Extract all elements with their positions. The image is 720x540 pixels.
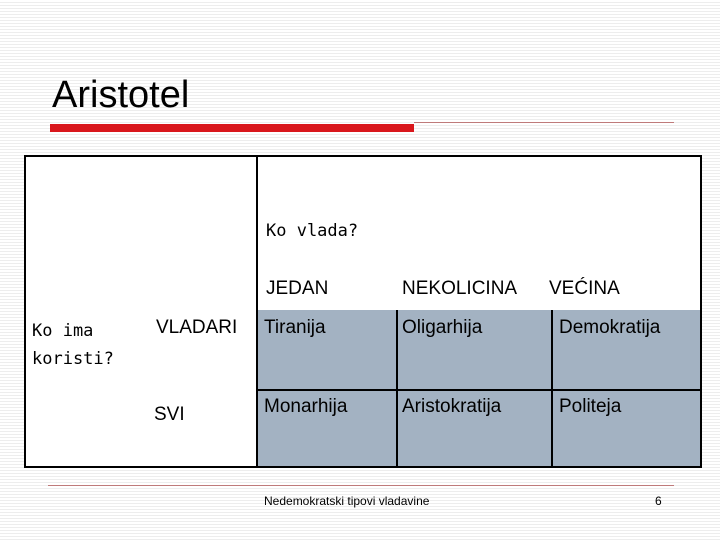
grid-line	[396, 310, 398, 466]
cell-aristokratija: Aristokratija	[402, 396, 502, 417]
column-header-one: JEDAN	[266, 278, 329, 299]
cell-demokratija: Demokratija	[559, 317, 661, 338]
column-header-few: NEKOLICINA	[402, 278, 518, 299]
title-divider	[414, 122, 674, 123]
title-accent-bar	[50, 124, 414, 132]
who-benefits-label: Ko ima koristi?	[32, 321, 114, 369]
grid-line	[551, 310, 553, 466]
row-label-rulers: VLADARI	[156, 317, 238, 338]
cell-monarhija: Monarhija	[264, 396, 348, 417]
column-header-majority: VEĆINA	[549, 278, 620, 299]
cell-tiranija: Tiranija	[264, 317, 326, 338]
government-types-table	[24, 155, 702, 468]
page-number: 6	[655, 494, 662, 508]
footer-divider	[48, 485, 674, 486]
grid-line	[258, 389, 700, 391]
grid-line	[256, 157, 258, 466]
cell-politeja: Politeja	[559, 396, 622, 417]
who-rules-label: Ko vlada?	[266, 221, 359, 241]
footer-caption: Nedemokratski tipovi vladavine	[264, 494, 430, 508]
slide-title: Aristotel	[52, 74, 190, 116]
row-label-all: SVI	[154, 404, 185, 425]
cell-oligarhija: Oligarhija	[402, 317, 483, 338]
